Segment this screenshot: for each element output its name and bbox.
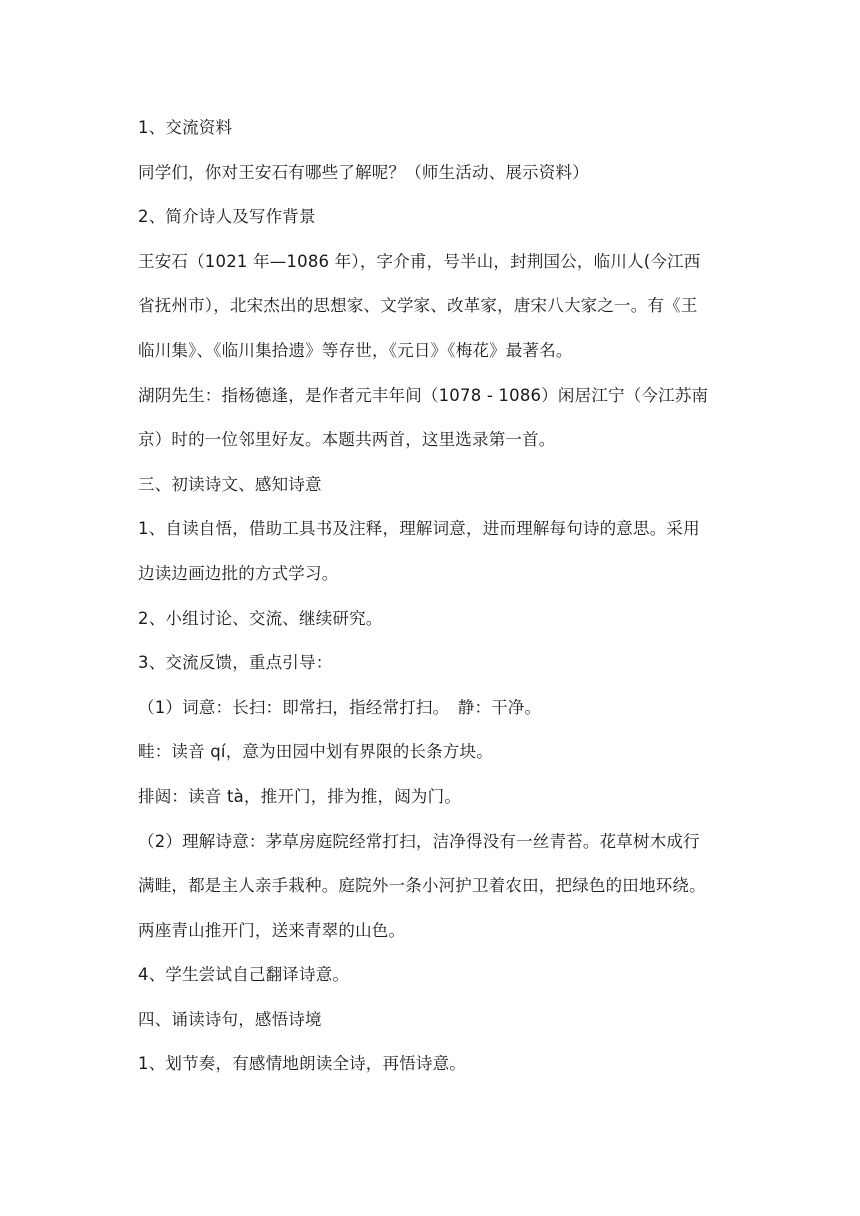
paragraph-line: 临川集》、《临川集拾遗》等存世，《元日》《梅花》最著名。 bbox=[138, 340, 573, 360]
paragraph-line: 4、学生尝试自己翻译诗意。 bbox=[138, 965, 350, 985]
heading-poet-background: 2、简介诗人及写作背景 bbox=[138, 207, 316, 227]
paragraph-line: （1）词意：长扫：即常扫，指经常打扫。 静：干净。 bbox=[138, 697, 542, 717]
document-body bbox=[138, 111, 728, 1092]
paragraph-line: 省抚州市），北宋杰出的思想家、文学家、改革家，唐宋八大家之一。有《王 bbox=[138, 296, 698, 316]
paragraph-line: 湖阴先生：指杨德逢，是作者元丰年间（1078 - 1086）闲居江宁（今江苏南 bbox=[138, 385, 709, 405]
paragraph-line: 边读边画边批的方式学习。 bbox=[138, 563, 339, 583]
paragraph-line: 排闼：读音 tà，推开门，排为推，闼为门。 bbox=[138, 786, 462, 806]
paragraph-line: 满畦，都是主人亲手栽种。庭院外一条小河护卫着农田，把绿色的田地环绕。 bbox=[138, 876, 706, 896]
section-heading-recitation: 四、诵读诗句，感悟诗境 bbox=[138, 1009, 322, 1029]
paragraph-line: 同学们，你对王安石有哪些了解呢？（师生活动、展示资料） bbox=[138, 162, 589, 182]
paragraph-line: 1、划节奏，有感情地朗读全诗，再悟诗意。 bbox=[138, 1054, 466, 1074]
paragraph-line: 两座青山推开门，送来青翠的山色。 bbox=[138, 920, 406, 940]
heading-exchange-materials: 1、交流资料 bbox=[138, 118, 233, 137]
paragraph-line: 畦：读音 qí，意为田园中划有界限的长条方块。 bbox=[138, 742, 493, 762]
paragraph-line: 王安石（1021 年—1086 年），字介甫，号半山，封荆国公，临川人(今江西 bbox=[138, 251, 701, 271]
paragraph-line: 2、小组讨论、交流、继续研究。 bbox=[138, 608, 383, 628]
paragraph-line: 京）时的一位邻里好友。本题共两首，这里选录第一首。 bbox=[138, 430, 556, 450]
paragraph-line: 1、自读自悟，借助工具书及注释，理解词意，进而理解每句诗的意思。采用 bbox=[138, 519, 700, 539]
paragraph-line: 3、交流反馈，重点引导： bbox=[138, 653, 333, 673]
section-heading-first-reading: 三、初读诗文、感知诗意 bbox=[138, 474, 322, 494]
paragraph-line: （2）理解诗意：茅草房庭院经常打扫，洁净得没有一丝青苔。花草树木成行 bbox=[138, 831, 700, 851]
